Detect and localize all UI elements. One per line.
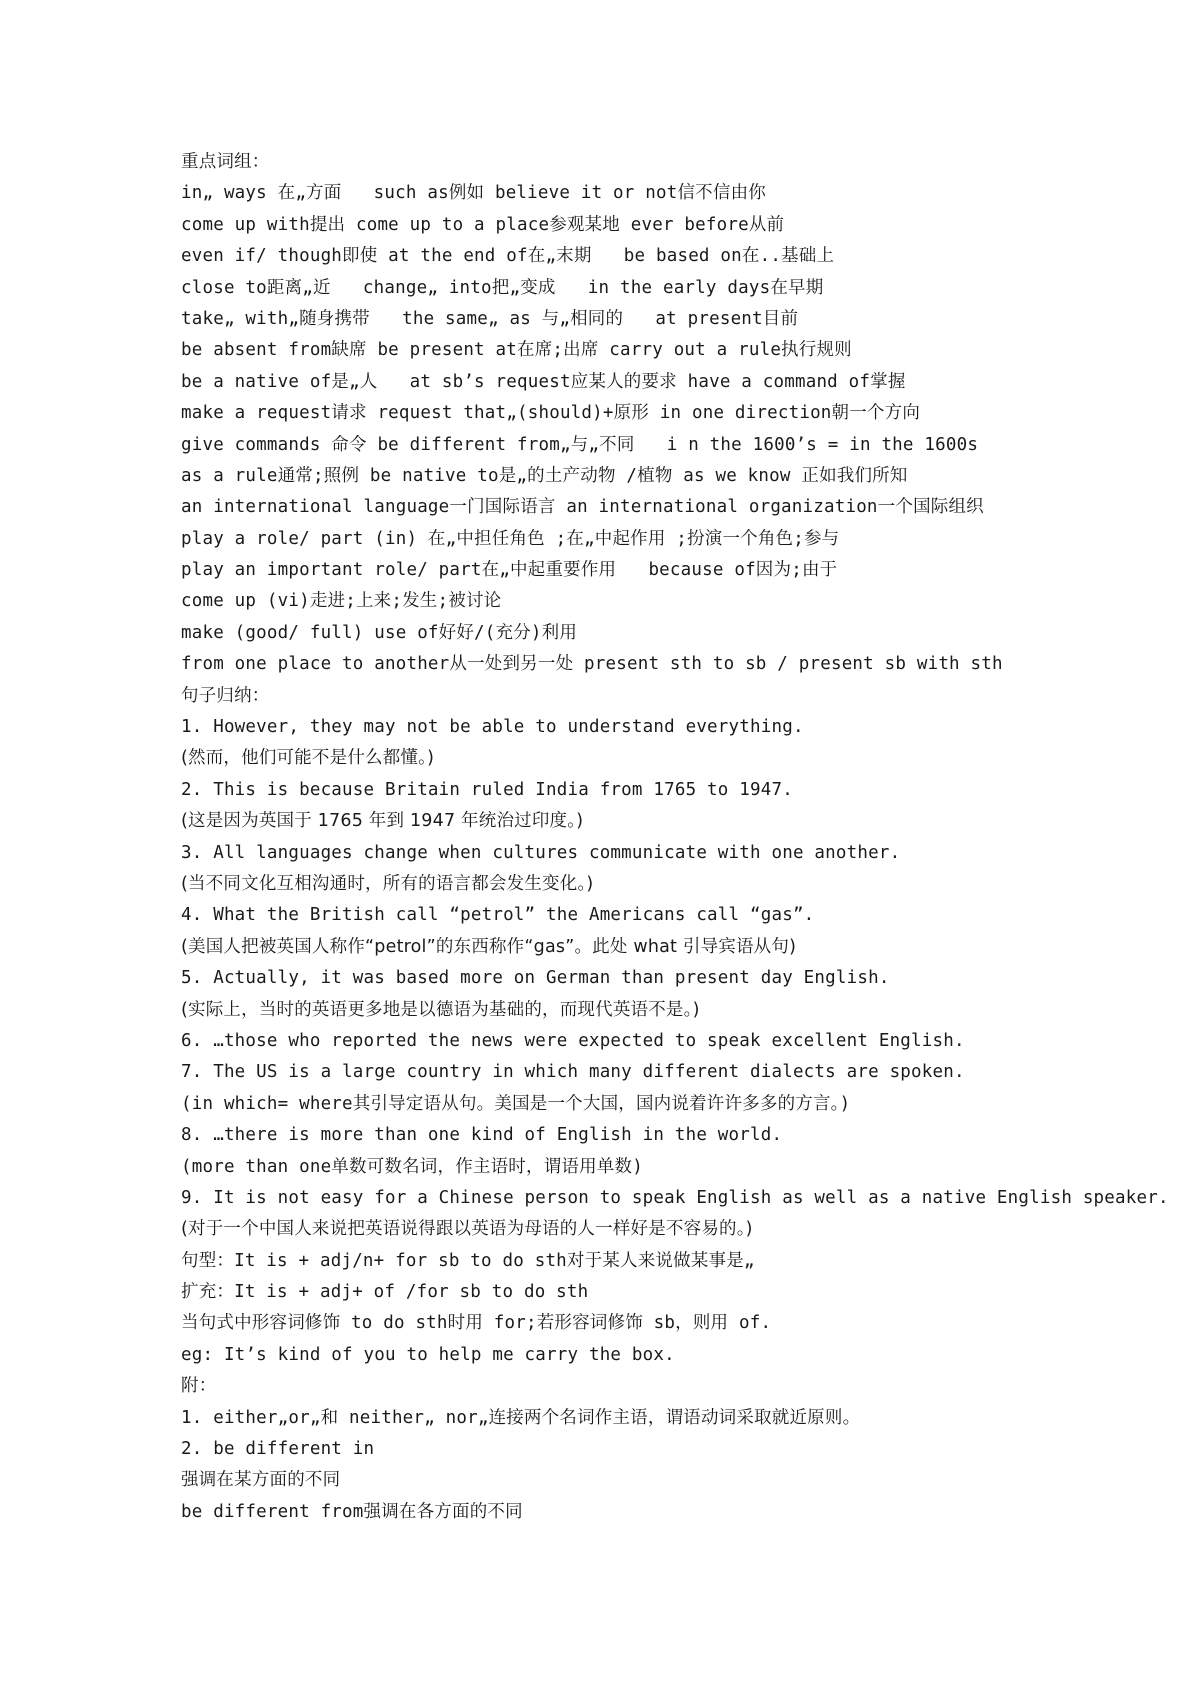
phrase-line: make a request请求 request that„(should)+原形 in one direction朝一个方向 [181,403,921,424]
phrase-line: give commands 命令 be different from„与„不同 i n the 1600’s = in the 1600s [181,434,979,455]
sentence-english: 6. …those who reported the news were expected to speak excellent English. [181,1030,965,1051]
sentence-english: 9. It is not easy for a Chinese person to speak English as well as a native English speaker. [181,1187,1169,1208]
sentence-english: 1. However, they may not be able to understand everything. [181,717,804,738]
phrase-line: make (good/ full) use of好好/(充分)利用 [181,622,578,643]
sentence-translation: (当不同文化互相沟通时，所有的语言都会发生变化。) [181,873,594,894]
sentence-english: 8. …there is more than one kind of English in the world. [181,1125,783,1146]
phrase-line: come up (vi)走进;上来;发生;被讨论 [181,591,502,612]
phrase-line: take„ with„随身携带 the same„ as 与„相同的 at present目前 [181,308,799,329]
heading-sentences: 句子归纳： [181,685,270,706]
sentence-english: 7. The US is a large country in which many different dialects are spoken. [181,1062,965,1083]
sentence-note: (in which= where其引导定语从句。美国是一个大国，国内说着许许多多的方言。) [181,1093,851,1114]
appendix-item: 1. either„or„和 neither„ nor„连接两个名词作主语，谓语动词采取就近原则。 [181,1407,861,1428]
phrase-line: from one place to another从一处到另一处 present sth to sb / present sb with sth [181,654,1003,675]
sentence-translation: (这是因为英国于 1765 年到 1947 年统治过印度。) [181,811,584,832]
sentence-english: 3. All languages change when cultures communicate with one another. [181,842,901,863]
appendix-note: 强调在某方面的不同 [181,1470,341,1491]
sentence-english: 4. What the British call “petrol” the Americans call “gas”. [181,905,815,926]
phrase-line: play a role/ part (in) 在„中担任角色 ;在„中起作用 ;扮演一个角色;参与 [181,528,840,549]
sentence-pattern-note: 当句式中形容词修饰 to do sth时用 for;若形容词修饰 sb，则用 of. [181,1313,772,1334]
phrase-line: come up with提出 come up to a place参观某地 ever before从前 [181,214,785,235]
heading-appendix: 附： [181,1376,217,1397]
phrase-line: even if/ though即使 at the end of在„末期 be based on在..基础上 [181,246,835,267]
example-sentence: eg: It’s kind of you to help me carry the box. [181,1344,675,1365]
sentence-translation: (美国人把被英国人称作“petrol”的东西称作“gas”。此处 what 引导宾语从句) [181,936,797,957]
sentence-translation: (实际上，当时的英语更多地是以德语为基础的，而现代英语不是。) [181,999,700,1020]
document-page [181,147,1171,1528]
phrase-line: be absent from缺席 be present at在席;出席 carry out a rule执行规则 [181,340,852,361]
phrase-line: be a native of是„人 at sb’s request应某人的要求 have a command of掌握 [181,371,906,392]
sentence-translation: (对于一个中国人来说把英语说得跟以英语为母语的人一样好是不容易的。) [181,1219,753,1240]
sentence-pattern: 句型：It is + adj/n+ for sb to do sth对于某人来说做某事是„ [181,1250,755,1271]
phrase-line: close to距离„近 change„ into把„变成 in the early days在早期 [181,277,824,298]
phrase-line: as a rule通常;照例 be native to是„的土产动物 /植物 as we know 正如我们所知 [181,465,908,486]
sentence-translation: (然而，他们可能不是什么都懂。) [181,748,435,769]
sentence-english: 2. This is because Britain ruled India from 1765 to 1947. [181,779,793,800]
heading-key-phrases: 重点词组： [181,152,270,172]
phrase-line: in„ ways 在„方面 such as例如 believe it or not信不信由你 [181,183,766,204]
phrase-line: an international language一门国际语言 an international organization一个国际组织 [181,497,984,518]
sentence-note: (more than one单数可数名词，作主语时，谓语用单数) [181,1156,643,1177]
appendix-item: be different from强调在各方面的不同 [181,1501,523,1522]
sentence-english: 5. Actually, it was based more on German than present day English. [181,968,890,989]
sentence-pattern-extension: 扩充：It is + adj+ of /for sb to do sth [181,1282,589,1303]
phrase-line: play an important role/ part在„中起重要作用 because of因为;由于 [181,560,838,581]
appendix-item: 2. be different in [181,1439,375,1460]
